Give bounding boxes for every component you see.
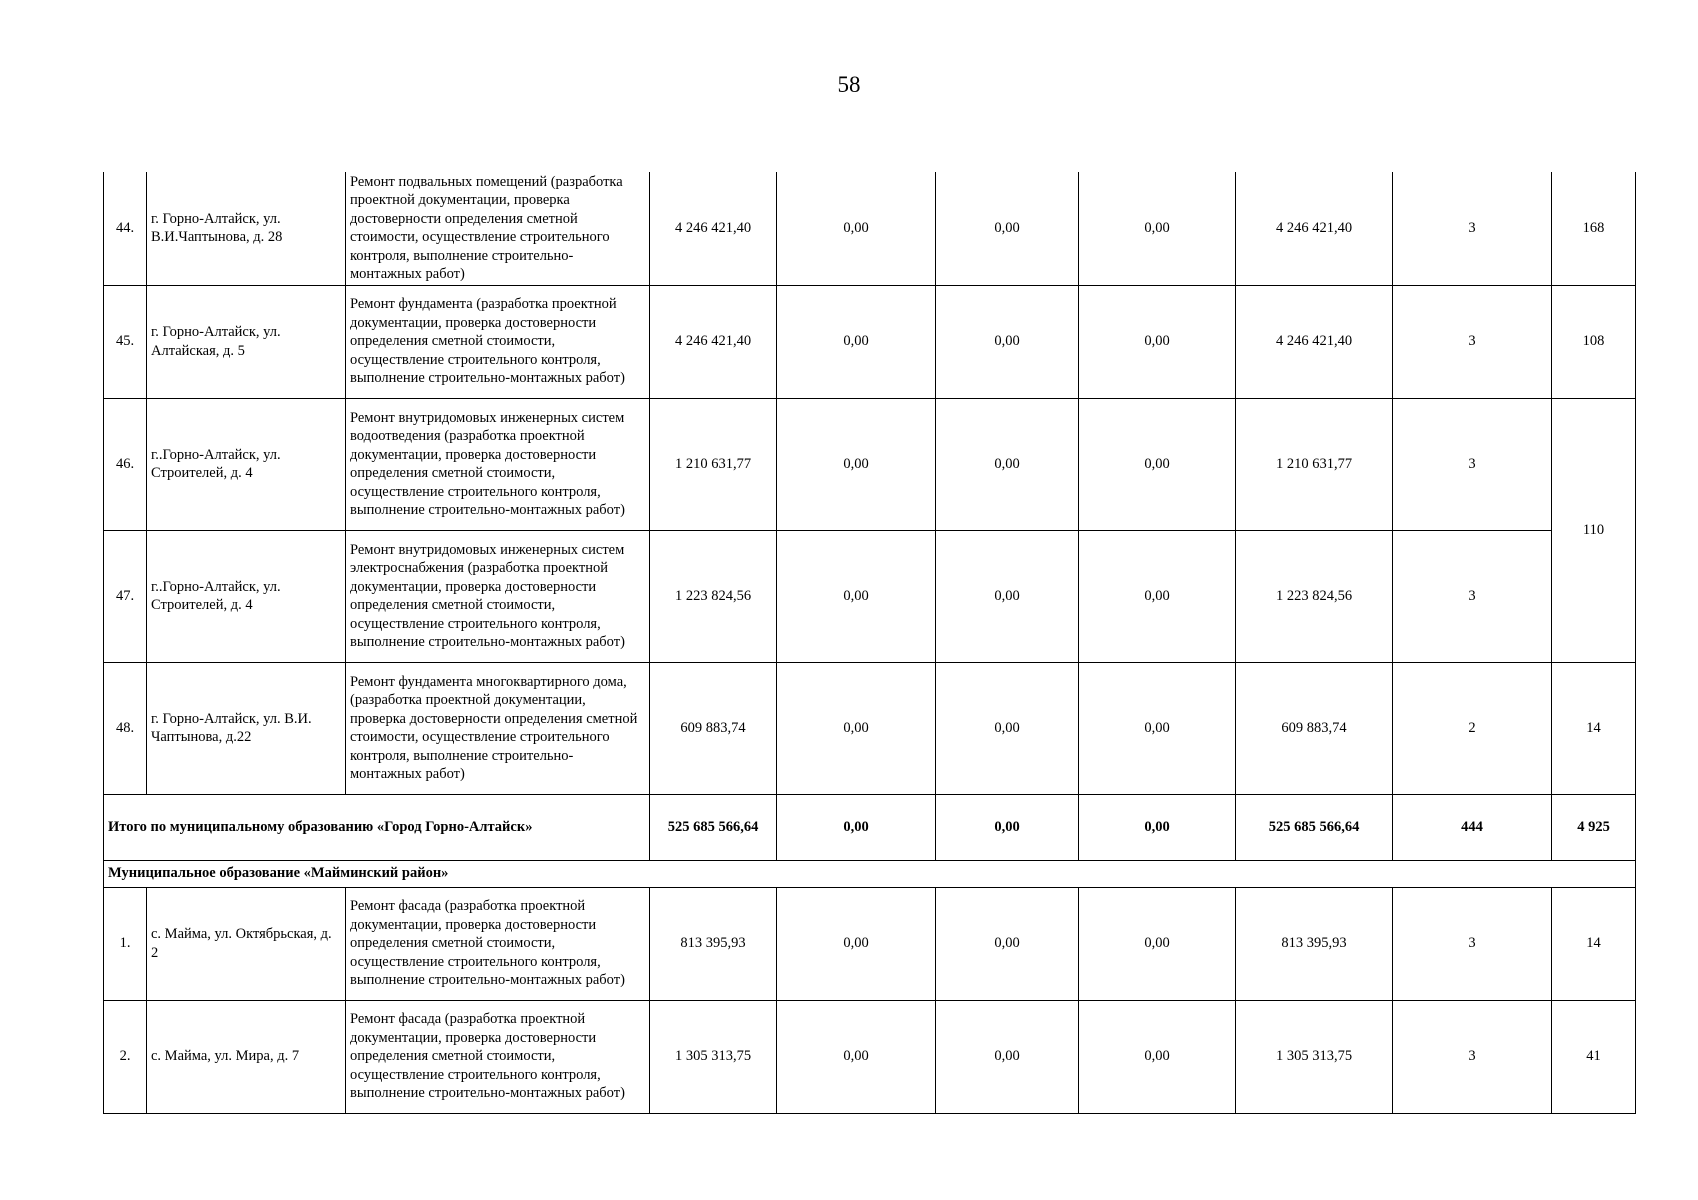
table-row: [104, 398, 1636, 530]
row-fund: 0,00: [777, 398, 936, 530]
row-col9: 14: [1552, 662, 1636, 794]
row-col9-merged: 110: [1552, 398, 1636, 662]
row-budget-region: 0,00: [936, 1000, 1079, 1113]
row-address: г..Горно-Алтайск, ул. Строителей, д. 4: [147, 530, 346, 662]
row-number: 44.: [104, 172, 147, 285]
row-description: Ремонт подвальных помещений (разработка проектной документации, проверка достоверности определения сметной стоимости, осуществление строительного контроля, выполнение строительно-монтажных работ): [346, 172, 650, 285]
row-description: Ремонт фундамента (разработка проектной документации, проверка достоверности определения сметной стоимости, осуществление строительного контроля, выполнение строительно-монтажных работ): [346, 285, 650, 398]
row-owners-funds: 1 305 313,75: [1236, 1000, 1393, 1113]
row-address: г..Горно-Алтайск, ул. Строителей, д. 4: [147, 398, 346, 530]
row-owners-funds: 1 223 824,56: [1236, 530, 1393, 662]
row-owners-funds: 813 395,93: [1236, 887, 1393, 1000]
row-cost-total: 1 223 824,56: [650, 530, 777, 662]
row-cost-total: 609 883,74: [650, 662, 777, 794]
row-budget-region: 0,00: [936, 887, 1079, 1000]
row-col9: 108: [1552, 285, 1636, 398]
row-cost-total: 4 246 421,40: [650, 172, 777, 285]
row-col8: 3: [1393, 1000, 1552, 1113]
row-description: Ремонт внутридомовых инженерных систем водоотведения (разработка проектной документации, проверка достоверности определения сметной стоимости, осуществление строительного контроля, выполнение строительно-монтажных работ): [346, 398, 650, 530]
table-row: [104, 530, 1636, 662]
row-address: г. Горно-Алтайск, ул. В.И. Чаптынова, д.22: [147, 662, 346, 794]
row-description: Ремонт фасада (разработка проектной документации, проверка достоверности определения сметной стоимости, осуществление строительного контроля, выполнение строительно-монтажных работ): [346, 1000, 650, 1113]
total-budget-region: 0,00: [936, 794, 1079, 860]
total-col8: 444: [1393, 794, 1552, 860]
total-col9: 4 925: [1552, 794, 1636, 860]
row-description: Ремонт внутридомовых инженерных систем электроснабжения (разработка проектной документации, проверка достоверности определения сметной стоимости, осуществление строительного контроля, выполнение строительно-монтажных работ): [346, 530, 650, 662]
row-budget-region: 0,00: [936, 172, 1079, 285]
row-cost-total: 1 305 313,75: [650, 1000, 777, 1113]
row-col8: 3: [1393, 285, 1552, 398]
row-fund: 0,00: [777, 1000, 936, 1113]
row-col8: 3: [1393, 398, 1552, 530]
table-row: [104, 662, 1636, 794]
row-description: Ремонт фундамента многоквартирного дома, (разработка проектной документации, проверка достоверности определения сметной стоимости, осуществление строительного контроля, выполнение строительно-монтажных работ): [346, 662, 650, 794]
row-col8: 3: [1393, 887, 1552, 1000]
row-budget-local: 0,00: [1079, 530, 1236, 662]
row-budget-local: 0,00: [1079, 172, 1236, 285]
total-fund: 0,00: [777, 794, 936, 860]
row-budget-region: 0,00: [936, 530, 1079, 662]
row-col9: 14: [1552, 887, 1636, 1000]
row-number: 1.: [104, 887, 147, 1000]
row-budget-local: 0,00: [1079, 285, 1236, 398]
row-number: 46.: [104, 398, 147, 530]
total-cost: 525 685 566,64: [650, 794, 777, 860]
total-label: Итого по муниципальному образованию «Город Горно-Алтайск»: [104, 794, 650, 860]
table-row: [104, 172, 1636, 285]
page-number: 58: [837, 72, 861, 97]
total-row: [104, 794, 1636, 860]
table-row: [104, 887, 1636, 1000]
row-number: 45.: [104, 285, 147, 398]
row-address: г. Горно-Алтайск, ул. В.И.Чаптынова, д. 28: [147, 172, 346, 285]
row-address: с. Майма, ул. Октябрьская, д. 2: [147, 887, 346, 1000]
row-budget-region: 0,00: [936, 398, 1079, 530]
section-title: Муниципальное образование «Майминский район»: [104, 860, 1636, 887]
table-row: [104, 285, 1636, 398]
row-col8: 3: [1393, 172, 1552, 285]
row-budget-local: 0,00: [1079, 398, 1236, 530]
row-cost-total: 4 246 421,40: [650, 285, 777, 398]
row-cost-total: 1 210 631,77: [650, 398, 777, 530]
row-budget-region: 0,00: [936, 285, 1079, 398]
row-owners-funds: 609 883,74: [1236, 662, 1393, 794]
row-description: Ремонт фасада (разработка проектной документации, проверка достоверности определения сметной стоимости, осуществление строительного контроля, выполнение строительно-монтажных работ): [346, 887, 650, 1000]
row-budget-local: 0,00: [1079, 662, 1236, 794]
row-col8: 2: [1393, 662, 1552, 794]
row-owners-funds: 4 246 421,40: [1236, 285, 1393, 398]
section-header-row: [104, 860, 1636, 887]
row-number: 48.: [104, 662, 147, 794]
row-number: 2.: [104, 1000, 147, 1113]
row-col9: 41: [1552, 1000, 1636, 1113]
row-fund: 0,00: [777, 662, 936, 794]
row-col8: 3: [1393, 530, 1552, 662]
row-budget-local: 0,00: [1079, 887, 1236, 1000]
total-budget-local: 0,00: [1079, 794, 1236, 860]
row-fund: 0,00: [777, 285, 936, 398]
row-fund: 0,00: [777, 887, 936, 1000]
row-address: с. Майма, ул. Мира, д. 7: [147, 1000, 346, 1113]
capital-repair-table: [103, 172, 1636, 1114]
row-cost-total: 813 395,93: [650, 887, 777, 1000]
row-owners-funds: 4 246 421,40: [1236, 172, 1393, 285]
row-budget-region: 0,00: [936, 662, 1079, 794]
row-fund: 0,00: [777, 530, 936, 662]
row-budget-local: 0,00: [1079, 1000, 1236, 1113]
row-number: 47.: [104, 530, 147, 662]
row-col9: 168: [1552, 172, 1636, 285]
row-fund: 0,00: [777, 172, 936, 285]
row-address: г. Горно-Алтайск, ул. Алтайская, д. 5: [147, 285, 346, 398]
table-row: [104, 1000, 1636, 1113]
row-owners-funds: 1 210 631,77: [1236, 398, 1393, 530]
total-owners-funds: 525 685 566,64: [1236, 794, 1393, 860]
